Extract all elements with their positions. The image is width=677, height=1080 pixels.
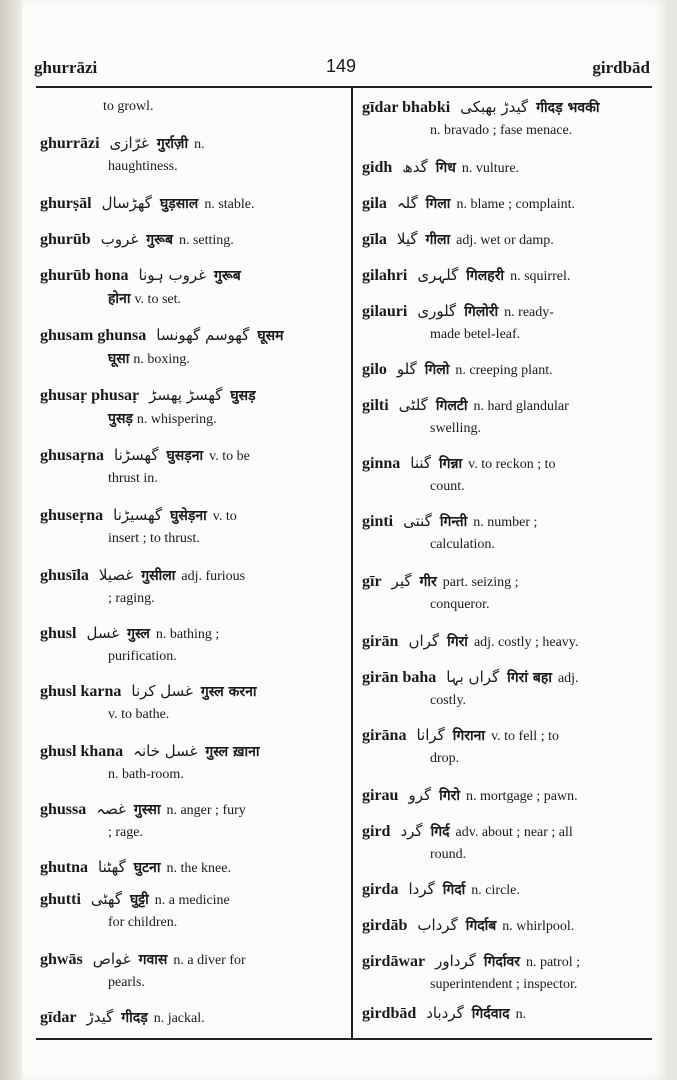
entry-continuation (40, 764, 338, 786)
entry-headword: girān baha (362, 669, 437, 686)
entry-headword: gīr (362, 573, 382, 590)
dictionary-entry (362, 300, 652, 346)
entry-hindi: गिलहरी (466, 268, 505, 284)
dictionary-entry (362, 724, 652, 770)
entry-definition: n. mortgage ; pawn. (466, 789, 578, 804)
entry-hindi: गुस्ल (127, 626, 150, 642)
dictionary-entry (362, 1002, 652, 1026)
dictionary-entry (362, 264, 652, 288)
entry-urdu: غسل (86, 624, 120, 642)
page-header (34, 56, 650, 86)
entry-headword: girda (362, 881, 399, 898)
entry-first-line (40, 192, 338, 216)
entry-first-line (362, 914, 652, 938)
dictionary-entry (362, 878, 652, 902)
entry-continuation (40, 704, 338, 726)
entry-definition-continued: for children. (108, 915, 178, 930)
entry-urdu: گرو (408, 786, 432, 804)
entry-definition-continued: drop. (430, 751, 460, 766)
entry-definition: adj. costly ; heavy. (473, 635, 579, 650)
entry-headword: gilauri (362, 303, 408, 320)
entry-hindi: गीदड़ भवकी (536, 100, 600, 116)
entry-definition-continued: v. to bathe. (108, 707, 170, 722)
entry-definition: n. vulture. (461, 161, 520, 176)
entry-definition: n. patrol ; (525, 955, 580, 970)
entry-urdu: غصہ (96, 800, 126, 818)
entry-hindi: गुरूब (146, 232, 173, 248)
entry-continuation (40, 348, 338, 371)
entry-urdu: گننا (410, 454, 432, 472)
entry-definition-continued: n. whispering. (136, 412, 217, 427)
entry-first-line (362, 358, 652, 382)
entry-urdu: غسل کرنا (131, 682, 193, 700)
entry-continuation (362, 594, 652, 616)
entry-headword: girān (362, 633, 399, 650)
entry-hindi: गुस्सा (133, 802, 161, 818)
entry-urdu: گھٹی (90, 890, 122, 908)
dictionary-entry (362, 820, 652, 866)
entry-urdu: گردباد (426, 1004, 464, 1022)
entry-first-line (40, 856, 338, 880)
entry-hindi: गीला (425, 232, 451, 248)
entry-headword: gird (362, 823, 391, 840)
entry-hindi: घुसड़ (230, 388, 256, 404)
dictionary-entry (362, 228, 652, 252)
entry-urdu: گیدڑ بھبکی (460, 98, 529, 116)
entry-headword: ginti (362, 513, 394, 530)
dictionary-entry (40, 192, 338, 216)
entry-headword: ghutna (40, 859, 89, 876)
entry-hindi: गिला (425, 196, 451, 212)
entry-hindi: गिन्ना (439, 456, 463, 472)
entry-urdu: غسل خانہ (133, 742, 198, 760)
entry-first-line (40, 798, 338, 822)
entry-first-line (40, 888, 338, 912)
entry-hindi-continued: होना (108, 291, 131, 307)
entry-hindi: गिलटी (435, 398, 468, 414)
entry-first-line (362, 950, 652, 974)
entry-first-line (362, 666, 652, 690)
dictionary-entry (40, 384, 338, 431)
entry-definition: v. to (212, 509, 237, 524)
entry-hindi: गुसीला (141, 568, 176, 584)
entry-definition: n. a diver for (173, 953, 246, 968)
entry-hindi: गिराना (452, 728, 486, 744)
entry-first-line (40, 504, 338, 528)
dictionary-entry (362, 666, 652, 712)
dictionary-entry (362, 630, 652, 654)
entry-headword: ghurūb (40, 231, 91, 248)
entry-first-line (362, 300, 652, 324)
entry-continuation (40, 646, 338, 668)
entry-first-line (362, 784, 652, 808)
entry-urdu: گھٹنا (98, 858, 126, 876)
page-number: 149 (326, 56, 357, 76)
entry-continuation (40, 408, 338, 431)
entry-first-line (40, 1006, 338, 1030)
entry-urdu: گھڑسال (101, 194, 152, 212)
entry-continuation (362, 418, 652, 440)
entry-definition-continued: costly. (430, 693, 467, 708)
entry-headword: gila (362, 195, 387, 212)
entry-first-line (40, 680, 338, 704)
entry-hindi: गिरो (439, 788, 460, 804)
entry-definition: n. squirrel. (510, 269, 571, 284)
entry-headword: ghuseṛna (40, 507, 104, 524)
entry-urdu: گرداور (435, 952, 476, 970)
entry-definition-continued: conqueror. (430, 597, 490, 612)
entry-hindi: घुट्टी (130, 892, 149, 908)
entry-definition: adj. furious (181, 569, 246, 584)
entry-hindi: गिर्दवाद (471, 1006, 510, 1022)
entry-hindi-continued: घूसा (108, 351, 130, 367)
entry-urdu: گراں بہا (446, 668, 500, 686)
entry-definition-continued: pearls. (108, 975, 145, 990)
entry-definition: adj. (557, 671, 579, 686)
entry-first-line (40, 622, 338, 646)
entry-definition-continued: v. to set. (134, 292, 182, 307)
entry-continuation (40, 288, 338, 311)
entry-definition-continued: swelling. (430, 421, 481, 436)
entry-first-line (40, 264, 338, 288)
entry-definition: n. anger ; fury (166, 803, 246, 818)
entry-first-line (362, 192, 652, 216)
dictionary-entry (40, 324, 338, 371)
entry-headword: girdāwar (362, 953, 426, 970)
entry-first-line (362, 724, 652, 748)
entry-headword: ghusl (40, 625, 77, 642)
dictionary-entry (362, 358, 652, 382)
entry-urdu: غروب ہونا (138, 266, 207, 284)
entry-first-line (362, 96, 652, 120)
entry-first-line (40, 228, 338, 252)
dictionary-entry (40, 622, 338, 668)
entry-first-line (362, 630, 652, 654)
entry-hindi: गिर्दा (442, 882, 466, 898)
entry-definition: n. creeping plant. (455, 363, 553, 378)
entry-definition: n. the knee. (166, 861, 231, 876)
entry-definition-continued: count. (430, 479, 465, 494)
entry-definition: n. a medicine (154, 893, 230, 908)
entry-first-line (362, 156, 652, 180)
dictionary-entry (362, 394, 652, 440)
entry-hindi: गिर्द (430, 824, 450, 840)
entry-hindi: गीदड़ (121, 1010, 148, 1026)
entry-hindi: गुर्राज़ी (156, 136, 189, 152)
column-divider (351, 88, 353, 1038)
entry-definition: v. to fell ; to (491, 729, 559, 744)
dictionary-entry (362, 452, 652, 498)
entry-urdu: گیر (391, 572, 412, 590)
entry-first-line (40, 948, 338, 972)
entry-definition: n. blame ; complaint. (456, 197, 576, 212)
entry-urdu: گلہ (396, 194, 418, 212)
dictionary-entry (40, 1006, 338, 1030)
entry-headword: gilti (362, 397, 389, 414)
entry-continuation (40, 528, 338, 550)
entry-definition-continued: superintendent ; inspector. (430, 977, 578, 992)
dictionary-entry (40, 96, 338, 118)
entry-definition-continued: purification. (108, 649, 177, 664)
entry-headword: gīdar bhabki (362, 99, 451, 116)
entry-continuation: to growl. (103, 99, 154, 114)
entry-definition-continued: round. (430, 847, 467, 862)
entry-first-line (362, 1002, 652, 1026)
entry-urdu: گھسڑ پھسڑ (149, 386, 223, 404)
entry-urdu: غصیلا (98, 566, 134, 584)
entry-headword: ghurṣāl (40, 195, 92, 212)
dictionary-entry (40, 264, 338, 311)
entry-definition: n. (515, 1007, 527, 1022)
entry-definition: part. seizing ; (442, 575, 519, 590)
entry-hindi: घुड़साल (159, 196, 199, 212)
dictionary-entry (40, 680, 338, 726)
entry-definition: n. circle. (471, 883, 520, 898)
entry-continuation (362, 534, 652, 556)
entry-continuation (362, 748, 652, 770)
entry-urdu: گرداب (417, 916, 458, 934)
entry-continuation (40, 588, 338, 610)
entry-definition: adj. wet or damp. (456, 233, 554, 248)
entry-headword: gilo (362, 361, 387, 378)
dictionary-entry (362, 192, 652, 216)
entry-hindi: गुस्ल ख़ाना (205, 744, 260, 760)
entry-definition: adv. about ; near ; all (455, 825, 573, 840)
dictionary-entry (40, 564, 338, 610)
entry-headword: ghusl karna (40, 683, 122, 700)
entry-headword: girdāb (362, 917, 408, 934)
entry-hindi: गिलो (424, 362, 450, 378)
dictionary-entry (40, 856, 338, 880)
entry-urdu: گھسڑنا (114, 446, 159, 464)
entry-headword: gīdar (40, 1009, 77, 1026)
entry-continuation (40, 156, 338, 178)
entry-definition: n. jackal. (153, 1011, 205, 1026)
entry-first-line (362, 570, 652, 594)
entry-definition-continued: n. bravado ; fase menace. (430, 123, 573, 138)
entry-headword: ghusam ghunsa (40, 327, 147, 344)
dictionary-entry (40, 444, 338, 490)
entry-headword: ghurrāzi (40, 135, 100, 152)
dictionary-entry (40, 132, 338, 178)
entry-first-line (40, 444, 338, 468)
dictionary-entry (362, 784, 652, 808)
entry-hindi: गिर्दाब (465, 918, 497, 934)
entry-continuation (40, 822, 338, 844)
entry-urdu: گرانا (416, 726, 445, 744)
dictionary-entry (362, 570, 652, 616)
entry-continuation (362, 690, 652, 712)
entry-definition: n. number ; (473, 515, 538, 530)
entry-hindi: घूसम (257, 328, 284, 344)
entry-urdu: گدھ (402, 158, 428, 176)
entry-first-line (362, 452, 652, 476)
entry-definition-continued: n. boxing. (133, 352, 190, 367)
entry-first-line (40, 740, 338, 764)
entry-first-line (40, 132, 338, 156)
entry-hindi: गुस्ल करना (200, 684, 257, 700)
entry-hindi: घुसेड़ना (170, 508, 207, 524)
book-gutter (0, 0, 22, 1080)
entry-definition: n. ready- (504, 305, 554, 320)
entry-continuation (40, 972, 338, 994)
entry-continuation (362, 120, 652, 142)
entry-definition: v. to be (209, 449, 250, 464)
dictionary-entry (362, 950, 652, 996)
entry-hindi: गवास (138, 952, 168, 968)
dictionary-entry (362, 914, 652, 938)
entry-urdu: غروب (100, 230, 139, 248)
entry-urdu: گنتی (403, 512, 432, 530)
entry-headword: ghusl khana (40, 743, 124, 760)
entry-definition: n. whirlpool. (502, 919, 575, 934)
dictionary-entry (40, 888, 338, 934)
entry-continuation (362, 844, 652, 866)
entry-headword: girdbād (362, 1005, 417, 1022)
entry-urdu: گلوری (417, 302, 457, 320)
entry-first-line (40, 384, 338, 408)
entry-definition-continued: ; rage. (108, 825, 143, 840)
entry-urdu: گلو (396, 360, 417, 378)
entry-headword: gilahri (362, 267, 408, 284)
entry-definition: n. bathing ; (155, 627, 220, 642)
footer-rule (36, 1038, 652, 1040)
entry-urdu: گیدڑ (86, 1008, 114, 1026)
dictionary-entry (362, 510, 652, 556)
entry-first-line (40, 324, 338, 348)
entry-headword: ghutti (40, 891, 81, 908)
entry-hindi: गुरूब (214, 268, 241, 284)
entry-definition-continued: made betel-leaf. (430, 327, 521, 342)
entry-hindi: गिरां (447, 634, 468, 650)
entry-continuation (40, 912, 338, 934)
dictionary-entry (40, 740, 338, 786)
entry-definition-continued: calculation. (430, 537, 495, 552)
dictionary-entry (362, 96, 652, 142)
dictionary-entry (40, 504, 338, 550)
header-rule (36, 86, 652, 88)
entry-urdu: گراں (408, 632, 440, 650)
entry-first-line (362, 878, 652, 902)
entry-urdu: غواص (92, 950, 131, 968)
entry-first-line (362, 820, 652, 844)
entry-headword: gīla (362, 231, 387, 248)
entry-continuation (362, 324, 652, 346)
entry-urdu: گلٹی (398, 396, 428, 414)
entry-urdu: گرد (400, 822, 423, 840)
entry-hindi: गिध (435, 160, 456, 176)
entry-urdu: غرّازی (109, 134, 149, 152)
entry-headword: ghussa (40, 801, 87, 818)
entry-urdu: گیلا (396, 230, 418, 248)
entry-headword: ghurūb hona (40, 267, 129, 284)
entry-definition-continued: haughtiness. (108, 159, 178, 174)
entry-headword: ginna (362, 455, 401, 472)
entry-definition: n. hard glandular (473, 399, 569, 414)
entry-continuation (362, 476, 652, 498)
entry-definition: n. (194, 137, 205, 152)
entry-definition: v. to reckon ; to (468, 457, 556, 472)
entry-headword: ghusaṛ phusaṛ (40, 387, 140, 404)
entry-definition-continued: insert ; to thrust. (108, 531, 200, 546)
entry-urdu: گردا (408, 880, 435, 898)
dictionary-entry (40, 228, 338, 252)
entry-continuation (40, 468, 338, 490)
entry-hindi: गिरां बहा (507, 670, 552, 686)
entry-hindi: गिर्दावर (483, 954, 520, 970)
dictionary-entry (40, 798, 338, 844)
header-first-word: ghurrāzi (34, 58, 98, 77)
entry-first-line (362, 264, 652, 288)
entry-headword: girau (362, 787, 399, 804)
entry-hindi-continued: पुसड़ (108, 411, 133, 427)
entry-continuation (362, 974, 652, 996)
entry-definition: n. stable. (204, 197, 255, 212)
entry-definition-continued: ; raging. (108, 591, 155, 606)
entry-urdu: گھسیڑنا (113, 506, 163, 524)
entry-definition: n. setting. (178, 233, 234, 248)
entry-headword: ghusīla (40, 567, 89, 584)
entry-first-line (362, 228, 652, 252)
entry-hindi: घुटना (133, 860, 161, 876)
entry-headword: ghusaṛna (40, 447, 105, 464)
entry-first-line (362, 510, 652, 534)
dictionary-entry (362, 156, 652, 180)
dictionary-entry (40, 948, 338, 994)
entry-headword: girāna (362, 727, 407, 744)
entry-first-line (40, 564, 338, 588)
entry-definition-continued: n. bath-room. (108, 767, 184, 782)
entry-hindi: गीर (419, 574, 437, 590)
entry-hindi: गिन्ती (439, 514, 468, 530)
entry-urdu: گلہری (417, 266, 459, 284)
entry-first-line (362, 394, 652, 418)
entry-definition-continued: thrust in. (108, 471, 158, 486)
entry-hindi: गिलोरी (464, 304, 499, 320)
entry-urdu: گھوسم گھونسا (156, 326, 250, 344)
entry-hindi: घुसड़ना (166, 448, 204, 464)
entry-headword: ghwās (40, 951, 83, 968)
header-last-word: girdbād (592, 58, 650, 77)
entry-headword: gidh (362, 159, 393, 176)
